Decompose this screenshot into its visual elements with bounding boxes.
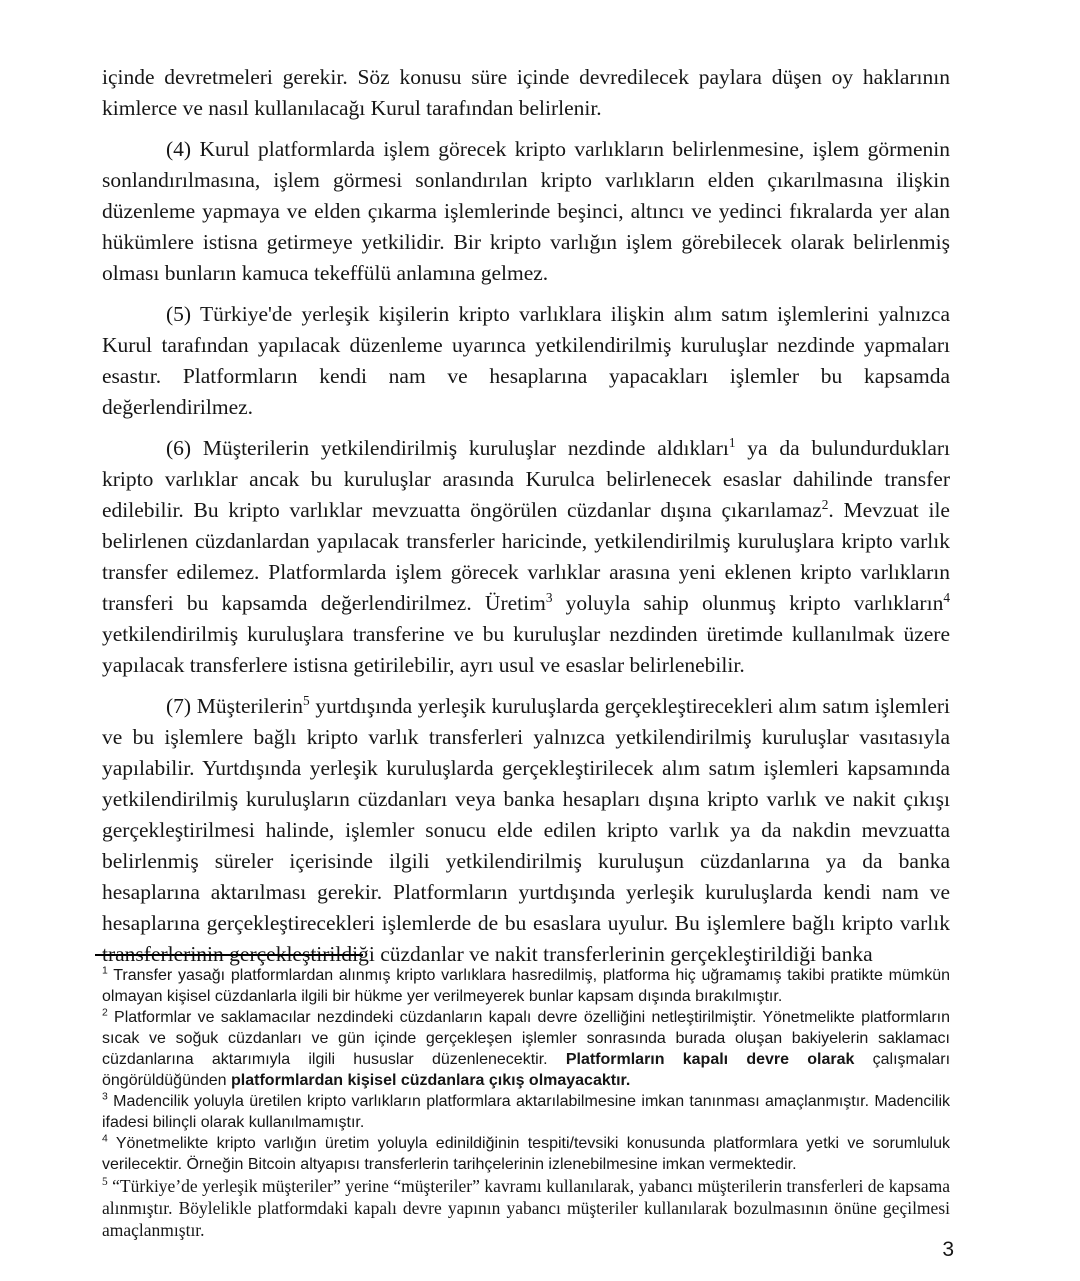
footnote-3	[102, 1091, 950, 1133]
footnote-ref-2: 2	[821, 496, 829, 512]
footnote-marker-2: 2	[102, 1007, 108, 1019]
footnote-2-text: Platformlar ve saklamacılar nezdindeki cüzdanların kapalı devre özelliğini netleştirilmiştir. Yönetmelikte platformların sıcak ve soğuk cüzdanları ve gün içinde gerçekleşen işlemler sonrasında burada oluşan bakiyelerin saklamacı cüzdanlarına aktarımıyla ilgili hususlar düzenlenecektir. Platformların kapalı devre olarak çalışmaları öngörüldüğünden platformlardan kişisel cüzdanlara çıkış olmayacaktır.	[102, 1009, 951, 1089]
footnote-1	[102, 965, 950, 1007]
footnote-ref-3: 3	[545, 589, 553, 605]
footnote-separator-rule	[95, 954, 363, 956]
footnote-marker-3: 3	[102, 1091, 108, 1103]
footnote-ref-4: 4	[943, 589, 950, 605]
footnote-4	[102, 1133, 950, 1175]
footnote-5-text: “Türkiye’de yerleşik müşteriler” yerine “müşteriler” kavramı kullanılarak, yabancı müşterilerin transferleri de kapsama alınmıştır. Böylelikle platformdaki kapalı devre yapının yabancı müşteriler kullanılarak bozulmasının önüne geçilmesi amaçlanmıştır.	[102, 1176, 950, 1240]
paragraph-continuation: içinde devretmeleri gerekir. Söz konusu süre içinde devredilecek paylara düşen oy haklarının kimlerce ve nasıl kullanılacağı Kurul tarafından belirlenir.	[102, 65, 950, 120]
page-number: 3	[942, 1238, 954, 1261]
footnote-3-text: Madencilik yoluyla üretilen kripto varlıkların platformlara aktarılabilmesine imkan tanınması amaçlanmıştır. Madencilik ifadesi bilinçli olarak kullanılmamıştır.	[102, 1093, 950, 1131]
bold-text: Platformların kapalı devre olarak	[565, 1051, 855, 1068]
footnote-area	[102, 954, 950, 1241]
footnote-marker-5: 5	[102, 1176, 108, 1189]
footnote-marker-4: 4	[102, 1133, 108, 1145]
paragraph-clause-5: (5) Türkiye'de yerleşik kişilerin kripto varlıklara ilişkin alım satım işlemlerini yalnızca Kurul tarafından yapılacak düzenleme uyarınca yetkilendirilmiş kuruluşlar nezdinde yapmaları esastır. Platformların kendi nam ve hesaplarına yapacakları işlemler bu kapsamda değerlendirilmez.	[102, 302, 950, 419]
paragraph-clause-7: (7) Müşterilerin$^5$ yurtdışında yerleşik kuruluşlarda gerçekleştirecekleri alım satım işlemleri ve bu işlemlere bağlı kripto varlık transferleri yalnızca yetkilendirilmiş kuruluşlar vasıtasıyla yapılabilir. Yurtdışında yerleşik kuruluşlarda gerçekleştirilecek alım satım işlemleri kapsamında yetkilendirilmiş kuruluşların cüzdanları veya banka hesapları dışına kripto varlık ve nakit çıkışı gerçekleştirilmesi halinde, işlemler sonucu elde edilen kripto varlık ya da nakdin mevzuatta belirlenmiş süreler içerisinde ilgili yetkilendirilmiş kuruluşun cüzdanlarına ya da banka hesaplarına aktarılması gerekir. Platformların yurtdışında yerleşik kuruluşlarda kendi nam ve hesaplarına gerçekleştirecekleri işlemlerde de bu esaslara uyulur. Bu işlemlere bağlı kripto varlık transferlerinin gerçekleştirildiği cüzdanlar ve nakit transferlerinin gerçekleştirildiği banka	[102, 692, 950, 966]
footnote-5	[102, 1175, 950, 1241]
paragraph-clause-4: (4) Kurul platformlarda işlem görecek kripto varlıkların belirlenmesine, işlem görmenin sonlandırılmasına, işlem görmesi sonlandırılan kripto varlıkların elden çıkarılmasına ilişkin düzenleme yapmaya ve elden çıkarma işlemlerinde beşinci, altıncı ve yedinci fıkralarda yer alan hükümlere istisna getirmeye yetkilidir. Bir kripto varlığın işlem görebilecek olarak belirlenmiş olması bunların kamuca tekeffülü anlamına gelmez.	[102, 137, 950, 285]
bold-text: platformlardan kişisel cüzdanlara çıkış olmayacaktır.	[231, 1072, 631, 1089]
footnote-ref-1: 1	[728, 434, 736, 450]
paragraph-clause-6: (6) Müşterilerin yetkilendirilmiş kuruluşlar nezdinde aldıkları$^1$ ya da bulundurdukları kripto varlıklar ancak bu kuruluşlar arasında Kurulca belirlenecek esaslar dahilinde transfer edilebilir. Bu kripto varlıklar mevzuatta öngörülen cüzdanlar dışına çıkarılamaz$^2$. Mevzuat ile belirlenen cüzdanlardan yapılacak transferler haricinde, yetkilendirilmiş kuruluşlara kripto varlık transfer edilemez. Platformlarda işlem görecek varlıklar arasına yeni eklenen kripto varlıkların transferi bu kapsamda değerlendirilmez. Üretim$^3$ yoluyla sahip olunmuş kripto varlıkların$^4$ yetkilendirilmiş kuruluşlara transferine ve bu kuruluşlar nezdinden üretimde kullanılmak üzere yapılacak transferlere istisna getirilebilir, ayrı usul ve esaslar belirlenebilir.	[102, 434, 950, 677]
footnote-ref-5: 5	[303, 692, 310, 708]
footnote-2	[102, 1007, 950, 1091]
footnote-1-text: Transfer yasağı platformlardan alınmış kripto varlıklara hasredilmiş, platforma hiç uğramamış takibi pratikte mümkün olmayan kişisel cüzdanlarla ilgili bir hükme yer verilmeyerek bunlar kapsam dışında bırakılmıştır.	[102, 967, 950, 1005]
footnote-4-text: Yönetmelikte kripto varlığın üretim yoluyla edinildiğinin tespiti/tevsiki konusunda platformlara yetki ve sorumluluk verilecektir. Örneğin Bitcoin altyapısı transferlerin tarihçelerinin izlenebilmesine imkan vermektedir.	[102, 1135, 950, 1173]
footnote-marker-1: 1	[102, 965, 108, 977]
body-text	[102, 62, 950, 980]
